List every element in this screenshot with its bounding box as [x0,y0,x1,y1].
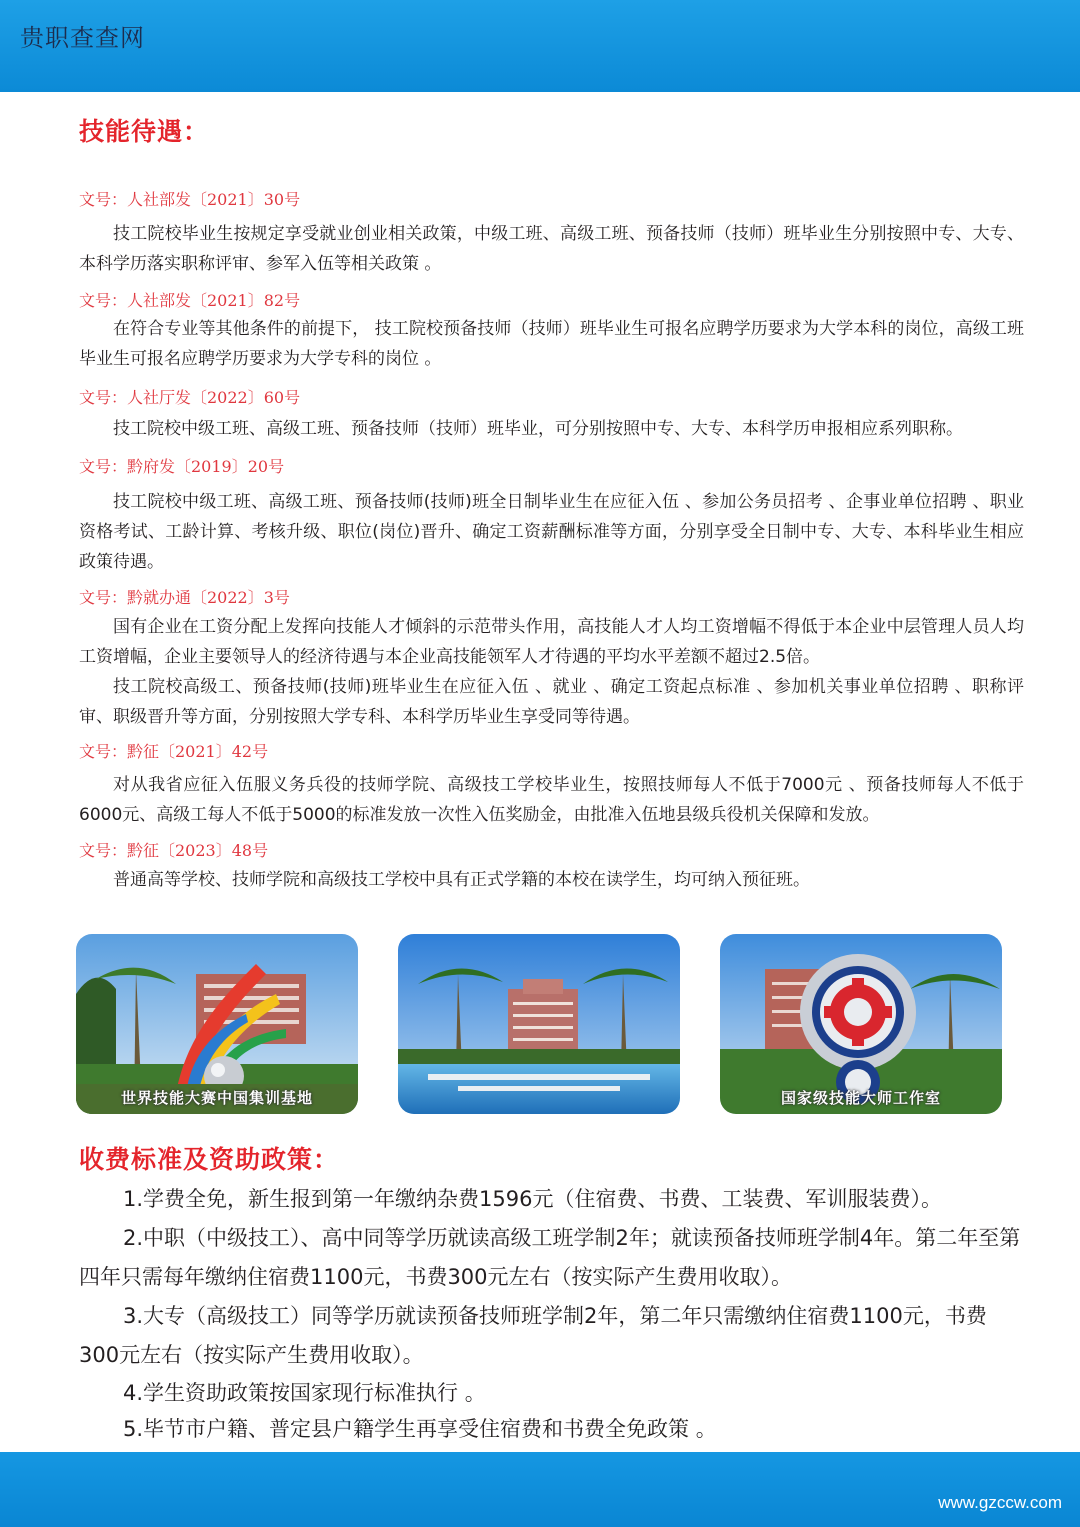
skills-heading: 技能待遇： [79,117,210,146]
doc-ref: 文号：人社部发〔2021〕30号 [79,190,301,209]
fees-heading: 收费标准及资助政策： [79,1145,340,1174]
doc-ref: 文号：黔就办通〔2022〕3号 [79,588,290,607]
doc-ref: 文号：黔府发〔2019〕20号 [79,457,285,476]
policy-paragraph: 普通高等学校、技师学院和高级技工学校中具有正式学籍的本校在读学生，均可纳入预征班。 [113,870,810,890]
top-banner [0,0,1080,92]
bottom-banner [0,1452,1080,1527]
photo-master-studio [720,934,1002,1114]
doc-ref: 文号：人社厅发〔2022〕60号 [79,388,301,407]
doc-ref: 文号：人社部发〔2021〕82号 [79,291,301,310]
photo-skills-base [76,934,358,1114]
fee-item: 1.学费全免，新生报到第一年缴纳杂费1596元（住宿费、书费、工装费、军训服装费）。 [123,1187,942,1211]
policy-paragraph: 在符合专业等其他条件的前提下， 技工院校预备技师（技师）班毕业生可报名应聘学历要求为大学本科的岗位，高级工班毕业生可报名应聘学历要求为大学专科的岗位 。 [79,319,1024,369]
photo-caption: 世界技能大赛中国集训基地 [120,1089,313,1107]
doc-ref: 文号：黔征〔2021〕42号 [79,742,269,761]
photo-caption: 国家级技能大师工作室 [780,1089,941,1107]
policy-paragraph: 技工院校毕业生按规定享受就业创业相关政策，中级工班、高级工班、预备技师（技师）班毕业生分别按照中专、大专、本科学历落实职称评审、参军入伍等相关政策 。 [79,224,1024,274]
site-url: www.gzccw.com [938,1493,1062,1512]
fee-item: 3.大专（高级技工）同等学历就读预备技师班学制2年，第二年只需缴纳住宿费1100元，书费300元左右（按实际产生费用收取）。 [79,1304,987,1367]
fee-item: 4.学生资助政策按国家现行标准执行 。 [123,1381,486,1405]
policy-paragraph: 技工院校中级工班、高级工班、预备技师（技师）班毕业，可分别按照中专、大专、本科学历申报相应系列职称。 [113,419,963,439]
fee-item: 2.中职（中级技工）、高中同等学历就读高级工班学制2年；就读预备技师班学制4年。第二年至第四年只需每年缴纳住宿费1100元，书费300元左右（按实际产生费用收取）。 [79,1226,1021,1289]
site-name: 贵职查查网 [20,24,145,52]
campus-photos [76,934,1006,1114]
fee-item: 5.毕节市户籍、普定县户籍学生再享受住宿费和书费全免政策 。 [123,1417,717,1441]
policy-paragraph: 对从我省应征入伍服义务兵役的技师学院、高级技工学校毕业生，按照技师每人不低于7000元 、预备技师每人不低于6000元、高级工每人不低于5000的标准发放一次性入伍奖励金，由批准入伍地县级兵役机关保障和发放。 [79,775,1024,825]
photo-campus-fountain [398,934,680,1114]
doc-ref: 文号：黔征〔2023〕48号 [79,841,269,860]
policy-paragraph: 技工院校高级工、预备技师(技师)班毕业生在应征入伍 、就业 、确定工资起点标准 、参加机关事业单位招聘 、职称评审、职级晋升等方面，分别按照大学专科、本科学历毕业生享受同等待遇。 [79,677,1024,727]
policy-paragraph: 技工院校中级工班、高级工班、预备技师(技师)班全日制毕业生在应征入伍 、参加公务员招考 、企事业单位招聘 、职业资格考试、工龄计算、考核升级、职位(岗位)晋升、确定工资薪酬标准等方面，分别享受全日制中专、大专、本科毕业生相应政策待遇。 [79,492,1024,572]
policy-paragraph: 国有企业在工资分配上发挥向技能人才倾斜的示范带头作用，高技能人才人均工资增幅不得低于本企业中层管理人员人均工资增幅，企业主要领导人的经济待遇与本企业高技能领军人才待遇的平均水平差额不超过2.5倍。 [79,617,1024,667]
